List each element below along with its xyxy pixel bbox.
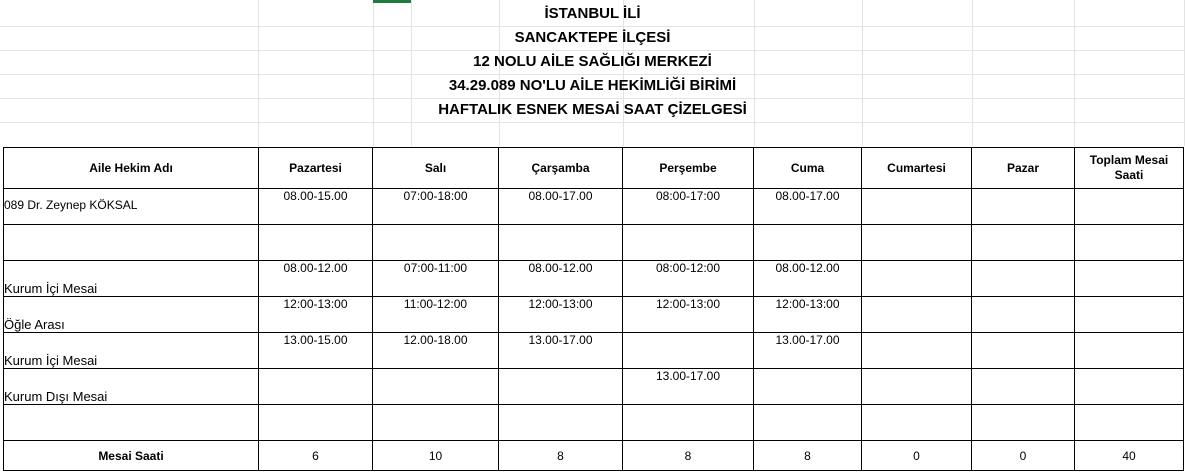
table-cell[interactable]	[499, 369, 623, 405]
table-row	[4, 225, 1184, 261]
table-cell[interactable]	[1075, 297, 1184, 333]
table-cell[interactable]	[1075, 225, 1184, 261]
total-label[interactable]: Mesai Saati	[4, 441, 259, 471]
table-cell[interactable]: 11:00-12:00	[373, 297, 499, 333]
total-cell[interactable]: 0	[972, 441, 1075, 471]
total-cell[interactable]: 0	[862, 441, 972, 471]
title-schedule[interactable]: HAFTALIK ESNEK MESAİ SAAT ÇİZELGESİ	[438, 101, 747, 118]
row-label[interactable]: Kurum İçi Mesai	[4, 261, 259, 297]
table-cell[interactable]	[259, 225, 373, 261]
table-cell[interactable]	[1075, 369, 1184, 405]
table-cell[interactable]	[754, 369, 862, 405]
title-district[interactable]: SANCAKTEPE İLÇESİ	[514, 29, 671, 46]
header-sunday[interactable]: Pazar	[972, 148, 1075, 189]
table-cell[interactable]	[1075, 261, 1184, 297]
header-tuesday[interactable]: Salı	[373, 148, 499, 189]
table-cell[interactable]	[499, 405, 623, 441]
table-cell[interactable]	[972, 261, 1075, 297]
table-cell[interactable]	[1075, 405, 1184, 441]
table-cell[interactable]	[862, 189, 972, 225]
table-cell[interactable]	[259, 405, 373, 441]
table-row	[4, 297, 1184, 333]
table-cell[interactable]	[1075, 333, 1184, 369]
table-cell[interactable]	[373, 369, 499, 405]
table-cell[interactable]: 08.00-15.00	[259, 189, 373, 225]
row-label[interactable]: Öğle Arası	[4, 297, 259, 333]
title-province[interactable]: İSTANBUL İLİ	[544, 5, 641, 22]
table-cell[interactable]: 08:00-17:00	[623, 189, 754, 225]
document-titles	[0, 2, 1185, 122]
total-cell[interactable]: 40	[1075, 441, 1184, 471]
table-cell[interactable]: 08.00-17.00	[499, 189, 623, 225]
table-cell[interactable]	[862, 405, 972, 441]
table-row	[4, 333, 1184, 369]
row-label[interactable]: Kurum Dışı Mesai	[4, 369, 259, 405]
table-cell[interactable]	[862, 225, 972, 261]
header-monday[interactable]: Pazartesi	[259, 148, 373, 189]
table-cell[interactable]	[499, 225, 623, 261]
total-cell[interactable]: 6	[259, 441, 373, 471]
table-cell[interactable]	[1075, 189, 1184, 225]
table-cell[interactable]: 12:00-13:00	[259, 297, 373, 333]
table-cell[interactable]	[373, 405, 499, 441]
table-row	[4, 369, 1184, 405]
table-cell[interactable]	[862, 333, 972, 369]
table-cell[interactable]	[862, 261, 972, 297]
table-cell[interactable]	[373, 225, 499, 261]
total-row	[4, 441, 1184, 471]
table-cell[interactable]: 07:00-18:00	[373, 189, 499, 225]
table-cell[interactable]: 13.00-15.00	[259, 333, 373, 369]
table-cell[interactable]	[754, 405, 862, 441]
total-cell[interactable]: 8	[754, 441, 862, 471]
total-cell[interactable]: 8	[499, 441, 623, 471]
table-cell[interactable]	[972, 333, 1075, 369]
grid-line	[0, 122, 1185, 123]
table-cell[interactable]: 13.00-17.00	[623, 369, 754, 405]
table-cell[interactable]	[972, 369, 1075, 405]
total-cell[interactable]: 10	[373, 441, 499, 471]
table-row	[4, 405, 1184, 441]
table-cell[interactable]: 12.00-18.00	[373, 333, 499, 369]
table-cell[interactable]: 08.00-12.00	[754, 261, 862, 297]
row-label[interactable]	[4, 405, 259, 441]
header-saturday[interactable]: Cumartesi	[862, 148, 972, 189]
header-friday[interactable]: Cuma	[754, 148, 862, 189]
header-row	[4, 148, 1184, 189]
weekly-schedule-table	[3, 147, 1184, 471]
header-thursday[interactable]: Perşembe	[623, 148, 754, 189]
table-cell[interactable]	[862, 369, 972, 405]
header-doctor-name[interactable]: Aile Hekim Adı	[4, 148, 259, 189]
table-cell[interactable]	[259, 369, 373, 405]
table-row	[4, 189, 1184, 225]
table-cell[interactable]	[623, 333, 754, 369]
table-cell[interactable]	[972, 405, 1075, 441]
header-total-hours[interactable]: Toplam Mesai Saati	[1075, 148, 1184, 189]
table-cell[interactable]	[972, 189, 1075, 225]
table-cell[interactable]: 12:00-13:00	[499, 297, 623, 333]
row-label[interactable]	[4, 225, 259, 261]
table-cell[interactable]: 12:00-13:00	[754, 297, 862, 333]
table-cell[interactable]	[623, 225, 754, 261]
table-cell[interactable]: 07:00-11:00	[373, 261, 499, 297]
table-cell[interactable]: 08.00-12.00	[259, 261, 373, 297]
total-cell[interactable]: 8	[623, 441, 754, 471]
table-cell[interactable]: 08:00-12:00	[623, 261, 754, 297]
table-cell[interactable]: 08.00-12.00	[499, 261, 623, 297]
table-row	[4, 261, 1184, 297]
title-unit[interactable]: 34.29.089 NO'LU AİLE HEKİMLİĞİ BİRİMİ	[448, 77, 737, 94]
table-cell[interactable]: 12:00-13:00	[623, 297, 754, 333]
table-cell[interactable]	[754, 225, 862, 261]
row-label[interactable]: Kurum İçi Mesai	[4, 333, 259, 369]
table-cell[interactable]: 08.00-17.00	[754, 189, 862, 225]
table-cell[interactable]	[972, 225, 1075, 261]
table-cell[interactable]	[972, 297, 1075, 333]
row-label[interactable]: 089 Dr. Zeynep KÖKSAL	[4, 189, 259, 225]
table-cell[interactable]	[862, 297, 972, 333]
title-health-center[interactable]: 12 NOLU AİLE SAĞLIĞI MERKEZİ	[473, 53, 712, 70]
table-cell[interactable]	[623, 405, 754, 441]
table-cell[interactable]: 13.00-17.00	[499, 333, 623, 369]
header-wednesday[interactable]: Çarşamba	[499, 148, 623, 189]
table-cell[interactable]: 13.00-17.00	[754, 333, 862, 369]
